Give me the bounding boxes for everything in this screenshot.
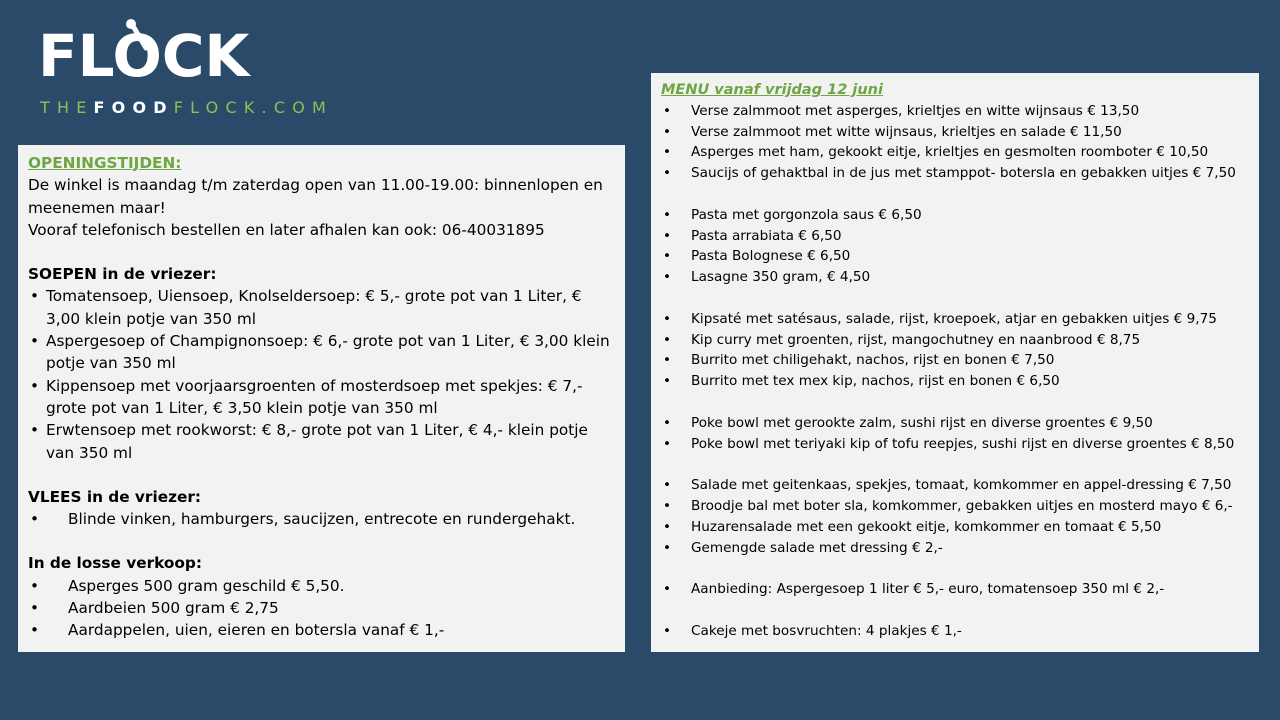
logo-tag-post: FLOCK.COM	[173, 98, 333, 117]
menu-group-poke	[661, 413, 1249, 455]
meat-list	[28, 508, 615, 530]
menu-group-salads	[661, 475, 1249, 558]
menu-group-fish	[661, 101, 1249, 184]
menu-item: • Lasagne 350 gram, € 4,50	[661, 267, 1249, 288]
menu-item: • Pasta Bolognese € 6,50	[661, 246, 1249, 267]
menu-item: • Huzarensalade met een gekookt eitje, komkommer en tomaat € 5,50	[661, 517, 1249, 538]
menu-item: • Broodje bal met boter sla, komkommer, gebakken uitjes en mosterd mayo € 6,-	[661, 496, 1249, 517]
logo-wordmark: FLOCK	[38, 22, 250, 90]
menu-item: • Burrito met chiligehakt, nachos, rijst en bonen € 7,50	[661, 350, 1249, 371]
menu-item: • Kip curry met groenten, rijst, mangochutney en naanbrood € 8,75	[661, 330, 1249, 351]
opening-hours-text: De winkel is maandag t/m zaterdag open van 11.00-19.00: binnenlopen en meenemen maar!	[28, 176, 603, 217]
menu-item: • Burrito met tex mex kip, nachos, rijst en bonen € 6,50	[661, 371, 1249, 392]
menu-group-pasta	[661, 205, 1249, 288]
menu-title: MENU vanaf vrijdag 12 juni	[661, 82, 883, 98]
meat-title: VLEES in de vriezer:	[28, 487, 202, 506]
logo-tag-highlight: FOOD	[93, 98, 174, 117]
menu-item: • Pasta met gorgonzola saus € 6,50	[661, 205, 1249, 226]
menu-item: • Verse zalmmoot met witte wijnsaus, krieltjes en salade € 11,50	[661, 122, 1249, 143]
menu-item: • Gemengde salade met dressing € 2,-	[661, 538, 1249, 559]
list-item: • Aardappelen, uien, eieren en botersla vanaf € 1,-	[28, 619, 615, 641]
logo-tag-pre: THE	[40, 98, 94, 117]
menu-item: • Saucijs of gehaktbal in de jus met stamppot- botersla en gebakken uitjes € 7,50	[661, 163, 1249, 184]
list-item: • Erwtensoep met rookworst: € 8,- grote pot van 1 Liter, € 4,- klein potje van 350 ml	[28, 419, 615, 464]
brand-logo	[36, 18, 336, 118]
list-item: • Aspergesoep of Champignonsoep: € 6,- grote pot van 1 Liter, € 3,00 klein potje van 350 ml	[28, 330, 615, 375]
loose-sale-title: In de losse verkoop:	[28, 554, 202, 573]
menu-item: • Poke bowl met gerookte zalm, sushi rijst en diverse groentes € 9,50	[661, 413, 1249, 434]
menu-item: • Aanbieding: Aspergesoep 1 liter € 5,- euro, tomatensoep 350 ml € 2,-	[661, 579, 1249, 600]
menu-group-chicken	[661, 309, 1249, 392]
menu-item: • Poke bowl met teriyaki kip of tofu reepjes, sushi rijst en diverse groentes € 8,50	[661, 434, 1249, 455]
loose-sale-list	[28, 575, 615, 642]
menu-item: • Asperges met ham, gekookt eitje, krieltjes en gesmolten roomboter € 10,50	[661, 142, 1249, 163]
phone-order-text: Vooraf telefonisch bestellen en later afhalen kan ook: 06-40031895	[28, 220, 545, 239]
menu-panel	[651, 73, 1259, 652]
list-item: • Blinde vinken, hamburgers, saucijzen, entrecote en rundergehakt.	[28, 508, 615, 530]
menu-item: • Salade met geitenkaas, spekjes, tomaat, komkommer en appel-dressing € 7,50	[661, 475, 1249, 496]
soups-title: SOEPEN in de vriezer:	[28, 265, 217, 284]
soups-list	[28, 285, 615, 463]
menu-item: • Kipsaté met satésaus, salade, rijst, kroepoek, atjar en gebakken uitjes € 9,75	[661, 309, 1249, 330]
info-panel	[18, 145, 625, 652]
list-item: • Asperges 500 gram geschild € 5,50.	[28, 575, 615, 597]
logo-tagline	[40, 98, 333, 117]
menu-group-offer	[661, 579, 1249, 600]
menu-item: • Verse zalmmoot met asperges, krieltjes en witte wijnsaus € 13,50	[661, 101, 1249, 122]
list-item: • Kippensoep met voorjaarsgroenten of mosterdsoep met spekjes: € 7,- grote pot van 1 Liter, € 3,50 klein potje van 350 ml	[28, 375, 615, 420]
opening-hours-title: OPENINGSTIJDEN:	[28, 154, 182, 172]
menu-group-dessert	[661, 621, 1249, 642]
list-item: • Aardbeien 500 gram € 2,75	[28, 597, 615, 619]
list-item: • Tomatensoep, Uiensoep, Knolseldersoep: € 5,- grote pot van 1 Liter, € 3,00 klein potje van 350 ml	[28, 285, 615, 330]
menu-item: • Pasta arrabiata € 6,50	[661, 226, 1249, 247]
menu-item: • Cakeje met bosvruchten: 4 plakjes € 1,-	[661, 621, 1249, 642]
